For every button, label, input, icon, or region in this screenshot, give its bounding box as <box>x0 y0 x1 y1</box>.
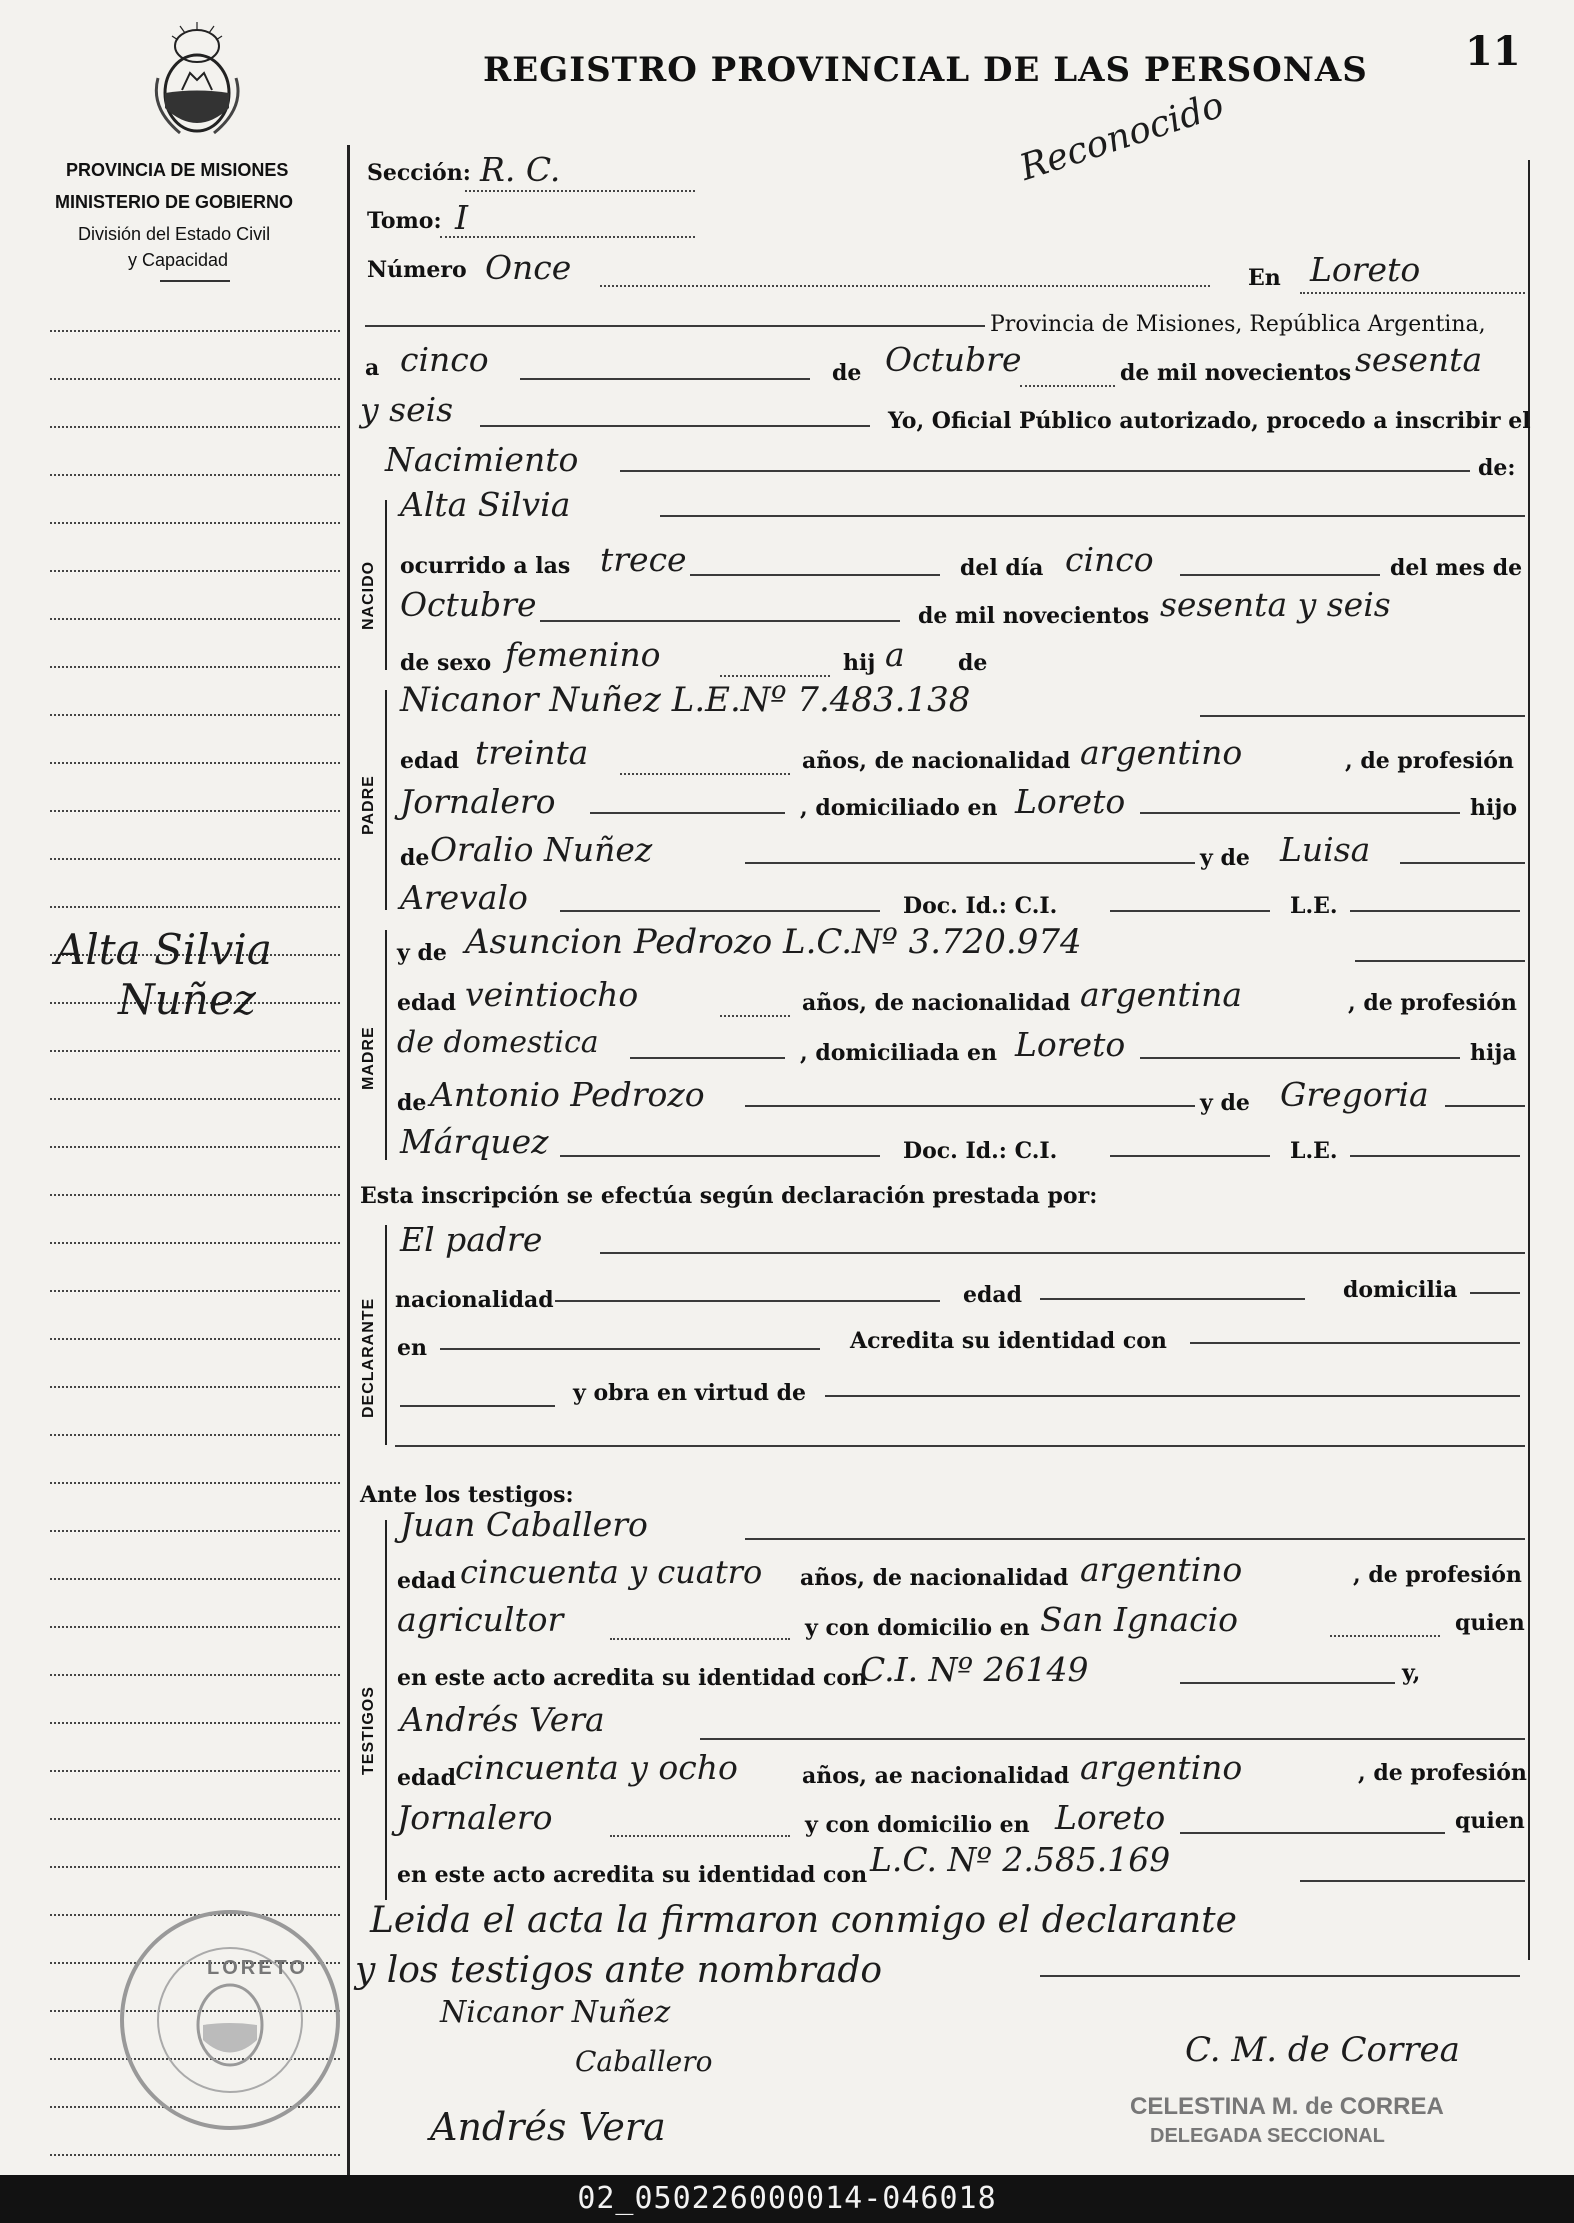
t2-nombre-line <box>700 1738 1525 1740</box>
hora-line <box>690 574 940 576</box>
padre-madre-value: Luisa <box>1280 830 1371 869</box>
coat-of-arms-icon <box>150 18 245 143</box>
madre-section-label: MADRE <box>360 1026 377 1090</box>
t2-edad-label: edad <box>397 1765 457 1791</box>
seal-text: LORETO <box>207 1957 308 1979</box>
madre-nombre-line <box>1355 960 1525 962</box>
sexo-value: femenino <box>505 635 661 674</box>
signature-declarante: Nicanor Nuñez <box>440 1995 671 2030</box>
signature-oficial: C. M. de Correa <box>1185 2030 1460 2070</box>
madre-prof-value: de domestica <box>397 1025 599 1060</box>
madre-y-de-label: y de <box>397 940 447 966</box>
madre-doc-line <box>1110 1155 1270 1157</box>
nacido-nombre-line <box>660 515 1525 517</box>
official-seal <box>115 1905 345 2135</box>
nacido-mes-label: del mes de <box>1390 555 1523 581</box>
fecha-anio-cont: y seis <box>360 390 454 429</box>
t2-prof-line <box>610 1835 790 1837</box>
margin-rule-line <box>50 1290 340 1292</box>
en-line <box>1300 292 1525 294</box>
margin-rule-line <box>50 522 340 524</box>
padre-de-label: de <box>400 845 430 871</box>
nacido-dia-value: cinco <box>1065 540 1154 579</box>
margin-rule-line <box>50 330 340 332</box>
acto-value: Nacimiento <box>385 440 579 479</box>
madre-padre-line <box>745 1105 1195 1107</box>
declarante-virtud-pre-line <box>400 1405 555 1407</box>
numero-line <box>600 285 1210 287</box>
padre-madre2-line <box>560 910 880 912</box>
hij-de-label: de <box>958 650 988 676</box>
hij-label: hij <box>843 650 876 676</box>
margin-annotation: Reconocido <box>1015 84 1229 189</box>
margin-rule-line <box>50 474 340 476</box>
declarante-nac-label: nacionalidad <box>395 1287 554 1313</box>
margin-rule-line <box>50 1674 340 1676</box>
declarante-end-line <box>395 1445 1525 1447</box>
tomo-value: I <box>455 198 469 237</box>
nacido-section-label: NACIDO <box>360 560 377 630</box>
t1-nombre: Juan Caballero <box>400 1505 648 1544</box>
declarante-acredita-line <box>1190 1342 1520 1344</box>
declarante-line <box>600 1252 1525 1254</box>
fecha-mil-label: de mil novecientos <box>1120 360 1352 386</box>
document-title: REGISTRO PROVINCIAL DE LAS PERSONAS <box>483 50 1368 90</box>
nacido-mil-label: de mil novecientos <box>918 603 1150 629</box>
province-label: PROVINCIA DE MISIONES <box>66 160 289 180</box>
t2-nombre: Andrés Vera <box>400 1700 605 1739</box>
declarante-edad-label: edad <box>963 1282 1023 1308</box>
t2-quien-label: quien <box>1455 1808 1525 1834</box>
padre-doc-line <box>1110 910 1270 912</box>
padre-edad-value: treinta <box>475 733 589 772</box>
fecha-anio: sesenta <box>1355 340 1483 379</box>
nacido-mes-line <box>540 620 900 622</box>
a-label: a <box>365 355 380 381</box>
declarante-acredita-label: Acredita su identidad con <box>850 1328 1167 1354</box>
madre-hija-label: hija <box>1470 1040 1517 1066</box>
seal-icon <box>115 1905 345 2135</box>
t1-prof-value: agricultor <box>397 1600 564 1639</box>
t2-prof-label: , de profesión <box>1358 1760 1527 1786</box>
margin-rule-line <box>50 1434 340 1436</box>
margin-rule-line <box>50 2154 340 2156</box>
madre-doc-label: Doc. Id.: C.I. <box>903 1138 1058 1164</box>
declarante-edad-line <box>1040 1298 1305 1300</box>
madre-bracket <box>385 930 387 1160</box>
t1-prof-label: , de profesión <box>1353 1562 1522 1588</box>
t1-dom-label: y con domicilio en <box>805 1615 1030 1641</box>
padre-edad-label: edad <box>400 748 460 774</box>
fecha-anio-line <box>480 425 870 427</box>
nacido-anio-value: sesenta y seis <box>1160 585 1391 624</box>
padre-dom-line <box>1140 812 1460 814</box>
t2-prof-value: Jornalero <box>397 1798 553 1837</box>
sexo-line <box>720 675 830 677</box>
margin-rule-line <box>50 1194 340 1196</box>
declarante-virtud-line <box>825 1395 1520 1397</box>
testigos-intro: Ante los testigos: <box>360 1482 574 1508</box>
madre-edad-value: veintiocho <box>465 975 639 1014</box>
madre-le-line <box>1350 1155 1520 1157</box>
fecha-mes: Octubre <box>885 340 1022 379</box>
margin-rule-line <box>50 1242 340 1244</box>
fecha-de-label: de <box>832 360 862 386</box>
padre-prof-value: Jornalero <box>400 782 556 821</box>
t1-quien-label: quien <box>1455 1610 1525 1636</box>
fecha-dia-line <box>520 378 810 380</box>
margin-rule-line <box>50 1050 340 1052</box>
declarante-value: El padre <box>400 1220 543 1259</box>
stamp-role: DELEGADA SECCIONAL <box>1150 2125 1385 2147</box>
fecha-dia: cinco <box>400 340 489 379</box>
signature-testigo-2: Andrés Vera <box>430 2105 666 2149</box>
acto-line <box>620 470 1470 472</box>
declarante-section-label: DECLARANTE <box>360 1297 377 1418</box>
padre-edad-line <box>620 773 790 775</box>
testigos-bracket <box>385 1520 387 1900</box>
oficial-text: Yo, Oficial Público autorizado, procedo a inscribir el <box>888 408 1531 434</box>
margin-rule-line <box>50 426 340 428</box>
t1-nac-label: años, de nacionalidad <box>800 1565 1069 1591</box>
madre-dom-label: , domiciliada en <box>800 1040 998 1066</box>
madre-nac-label: años, de nacionalidad <box>802 990 1071 1016</box>
margin-rule-line <box>50 378 340 380</box>
margin-rule-line <box>50 906 340 908</box>
t1-nac-value: argentino <box>1080 1550 1243 1589</box>
padre-dom-value: Loreto <box>1015 782 1126 821</box>
t2-edad-value: cincuenta y ocho <box>455 1748 738 1787</box>
t2-acr-label: en este acto acredita su identidad con <box>397 1862 868 1888</box>
madre-dom-value: Loreto <box>1015 1025 1126 1064</box>
padre-madre-line <box>1400 862 1525 864</box>
madre-y-de2-label: y de <box>1200 1090 1250 1116</box>
acto-de-label: de: <box>1478 455 1516 481</box>
margin-name-last: Nuñez <box>118 975 256 1024</box>
t1-doc-value: C.I. Nº 26149 <box>860 1650 1089 1689</box>
madre-le-label: L.E. <box>1290 1138 1338 1164</box>
seccion-label: Sección: <box>367 160 471 186</box>
provincia-text: Provincia de Misiones, República Argentina, <box>990 312 1486 337</box>
stamp-name: CELESTINA M. de CORREA <box>1130 2093 1444 2120</box>
padre-madre-value2: Arevalo <box>400 878 528 917</box>
seccion-line <box>465 190 695 192</box>
nacido-dia-line <box>1180 574 1380 576</box>
t2-dom-label: y con domicilio en <box>805 1812 1030 1838</box>
margin-rule-line <box>50 1866 340 1868</box>
ocurrido-label: ocurrido a las <box>400 553 571 579</box>
provincia-line <box>365 325 985 327</box>
division-label: División del Estado Civil <box>78 224 271 244</box>
margin-name-first: Alta Silvia <box>55 925 272 974</box>
margin-rule-line <box>50 666 340 668</box>
margin-rule-line <box>50 1722 340 1724</box>
declarante-virtud-label: y obra en virtud de <box>573 1380 806 1406</box>
margin-rule-line <box>50 1146 340 1148</box>
fecha-mes-line <box>1020 385 1115 387</box>
ministry-label: MINISTERIO DE GOBIERNO <box>55 192 294 212</box>
t1-doc-line <box>1180 1682 1395 1684</box>
hora-value: trece <box>600 540 687 579</box>
declarante-dom-label: domicilia <box>1343 1277 1458 1303</box>
madre-dom-line <box>1140 1057 1460 1059</box>
t2-nac-value: argentino <box>1080 1748 1243 1787</box>
padre-prof-line <box>590 812 785 814</box>
padre-le-line <box>1350 910 1520 912</box>
margin-rule-line <box>50 858 340 860</box>
capacity-label: y Capacidad <box>128 250 229 270</box>
numero-value: Once <box>485 248 572 287</box>
closing-line-2: y los testigos ante nombrado <box>355 1950 883 1991</box>
padre-hijo-label: hijo <box>1470 795 1517 821</box>
margin-rule-line <box>50 1530 340 1532</box>
madre-padre-value: Antonio Pedrozo <box>430 1075 705 1114</box>
t1-nombre-line <box>745 1538 1525 1540</box>
nacido-mes-value: Octubre <box>400 585 537 624</box>
margin-rule-line <box>50 1338 340 1340</box>
declarante-dom-line <box>1470 1292 1520 1294</box>
margin-divider <box>347 145 350 2175</box>
tomo-label: Tomo: <box>367 208 442 234</box>
signature-testigo-1: Caballero <box>575 2045 713 2078</box>
madre-madre2-line <box>560 1155 880 1157</box>
padre-bracket <box>385 690 387 910</box>
margin-rule-line <box>50 618 340 620</box>
padre-nac-value: argentino <box>1080 733 1243 772</box>
declarante-bracket <box>385 1225 387 1445</box>
margin-rule-line <box>50 1770 340 1772</box>
t1-edad-value: cincuenta y cuatro <box>460 1553 763 1591</box>
t2-nac-label: años, ae nacionalidad <box>802 1763 1070 1789</box>
margin-rule-line <box>50 1818 340 1820</box>
padre-section-label: PADRE <box>360 775 377 835</box>
madre-madre-value2: Márquez <box>400 1122 549 1161</box>
margin-rule-line <box>50 1482 340 1484</box>
padre-nombre-line <box>1200 715 1525 717</box>
hij-value: a <box>885 635 905 674</box>
declarante-nac-line <box>555 1300 940 1302</box>
en-label: En <box>1248 265 1281 291</box>
closing-line <box>1040 1975 1520 1977</box>
padre-prof-label: , de profesión <box>1345 748 1514 774</box>
scan-id-footer: 02_050226000014-046018 <box>0 2175 1574 2223</box>
t1-dom-value: San Ignacio <box>1040 1600 1239 1639</box>
t1-prof-line <box>610 1638 790 1640</box>
madre-nac-value: argentina <box>1080 975 1243 1014</box>
madre-madre-value: Gregoria <box>1280 1075 1429 1114</box>
t1-edad-label: edad <box>397 1568 457 1594</box>
page-number: 11 <box>1465 28 1521 75</box>
padre-nombre: Nicanor Nuñez L.E.Nº 7.483.138 <box>400 680 971 720</box>
nacido-nombre: Alta Silvia <box>400 485 571 524</box>
tomo-line <box>440 236 695 238</box>
madre-nombre: Asuncion Pedrozo L.C.Nº 3.720.974 <box>465 922 1082 962</box>
margin-rule-line <box>50 762 340 764</box>
sexo-label: de sexo <box>400 650 492 676</box>
padre-nac-label: años, de nacionalidad <box>802 748 1071 774</box>
numero-label: Número <box>367 257 467 283</box>
padre-doc-label: Doc. Id.: C.I. <box>903 893 1058 919</box>
declarante-en-line <box>440 1348 820 1350</box>
nacido-dia-label: del día <box>960 555 1044 581</box>
margin-rule-line <box>50 1578 340 1580</box>
madre-de-label: de <box>397 1090 427 1116</box>
padre-padre-line <box>745 862 1195 864</box>
header-underline <box>160 280 230 282</box>
margin-rule-line <box>50 1098 340 1100</box>
en-value: Loreto <box>1310 250 1421 289</box>
testigos-section-label: TESTIGOS <box>360 1686 377 1775</box>
madre-prof-line <box>630 1057 785 1059</box>
margin-rule-line <box>50 714 340 716</box>
nacido-bracket <box>385 500 387 670</box>
madre-edad-line <box>720 1015 790 1017</box>
padre-dom-label: , domiciliado en <box>800 795 998 821</box>
t1-y-label: y, <box>1402 1660 1421 1686</box>
margin-rule-line <box>50 810 340 812</box>
t2-dom-line <box>1180 1832 1445 1834</box>
declarante-intro: Esta inscripción se efectúa según declaración prestada por: <box>360 1183 1098 1209</box>
t2-doc-value: L.C. Nº 2.585.169 <box>870 1840 1171 1879</box>
madre-edad-label: edad <box>397 990 457 1016</box>
seccion-value: R. C. <box>480 150 561 189</box>
t1-dom-line <box>1330 1635 1440 1637</box>
declarante-en-label: en <box>397 1335 427 1361</box>
padre-le-label: L.E. <box>1290 893 1338 919</box>
t2-doc-line <box>1300 1880 1525 1882</box>
t1-acr-label: en este acto acredita su identidad con <box>397 1665 868 1691</box>
madre-madre-line <box>1445 1105 1525 1107</box>
margin-rule-line <box>50 570 340 572</box>
padre-y-de-label: y de <box>1200 845 1250 871</box>
madre-prof-label: , de profesión <box>1348 990 1517 1016</box>
padre-padre-value: Oralio Nuñez <box>430 830 653 869</box>
t2-dom-value: Loreto <box>1055 1798 1166 1837</box>
margin-rule-line <box>50 1626 340 1628</box>
closing-line-1: Leida el acta la firmaron conmigo el declarante <box>370 1900 1237 1941</box>
margin-rule-line <box>50 1386 340 1388</box>
